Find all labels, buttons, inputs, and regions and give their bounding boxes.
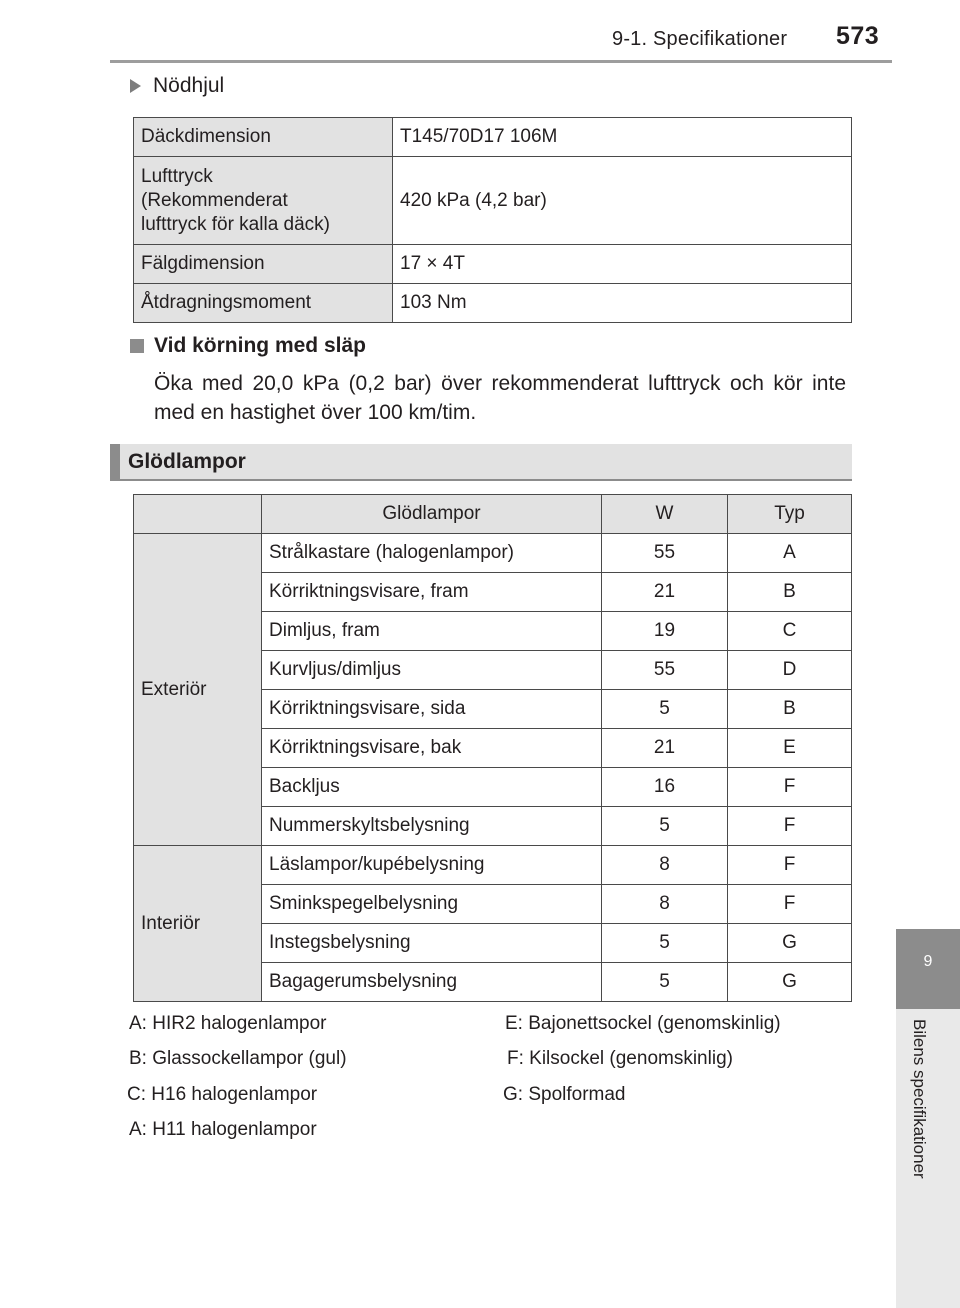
bulb-watt: 55 xyxy=(602,534,728,573)
legend-item: A: H11 halogenlampor xyxy=(129,1119,317,1140)
bulb-type: B xyxy=(728,690,852,729)
legend-item: C: H16 halogenlampor xyxy=(127,1084,318,1105)
towing-heading xyxy=(130,334,366,358)
bulb-watt: 21 xyxy=(602,729,728,768)
spec-label: Lufttryck (Rekommenderat lufttryck för kalla däck) xyxy=(134,157,393,245)
bulb-type: A xyxy=(728,534,852,573)
bulb-watt: 5 xyxy=(602,963,728,1002)
bulb-type: C xyxy=(728,612,852,651)
group-label: Interiör xyxy=(134,846,262,1002)
chapter-tab[interactable] xyxy=(896,929,960,1009)
column-header: W xyxy=(602,495,728,534)
legend-item: G: Spolformad xyxy=(503,1084,626,1105)
bulb-type: F xyxy=(728,807,852,846)
triangle-bullet-icon xyxy=(130,79,141,93)
bulb-watt: 5 xyxy=(602,690,728,729)
legend-item: A: HIR2 halogenlampor xyxy=(129,1013,327,1034)
spec-label: Åtdragningsmoment xyxy=(134,284,393,323)
column-header xyxy=(134,495,262,534)
bulb-name: Nummerskyltsbelysning xyxy=(262,807,602,846)
bulb-name: Strålkastare (halogenlampor) xyxy=(262,534,602,573)
table-row xyxy=(134,846,852,885)
bulb-name: Läslampor/kupébelysning xyxy=(262,846,602,885)
bulb-type: F xyxy=(728,768,852,807)
square-bullet-icon xyxy=(130,339,144,353)
section-title: 9-1. Specifikationer xyxy=(612,28,788,50)
spare-wheel-table xyxy=(133,117,852,323)
towing-title: Vid körning med släp xyxy=(154,334,366,357)
bulb-watt: 21 xyxy=(602,573,728,612)
spec-value: 420 kPa (4,2 bar) xyxy=(393,157,852,245)
group-label: Exteriör xyxy=(134,534,262,846)
table-row xyxy=(134,245,852,284)
table-row xyxy=(134,284,852,323)
bulb-name: Bagagerumsbelysning xyxy=(262,963,602,1002)
legend-item: F: Kilsockel (genomskinlig) xyxy=(507,1048,733,1069)
bulb-type: B xyxy=(728,573,852,612)
spec-value: 103 Nm xyxy=(393,284,852,323)
bulbs-table xyxy=(133,494,852,1002)
section-banner xyxy=(110,444,852,481)
bulb-watt: 5 xyxy=(602,807,728,846)
spec-value: 17 × 4T xyxy=(393,245,852,284)
legend-item: E: Bajonettsockel (genomskinlig) xyxy=(505,1013,781,1034)
bulb-watt: 5 xyxy=(602,924,728,963)
bulb-name: Instegsbelysning xyxy=(262,924,602,963)
bulb-type: D xyxy=(728,651,852,690)
bulb-type: G xyxy=(728,924,852,963)
bulb-watt: 8 xyxy=(602,846,728,885)
spec-value: T145/70D17 106M xyxy=(393,118,852,157)
towing-paragraph: Öka med 20,0 kPa (0,2 bar) över rekommenderat lufttryck och kör inte med en hastighet över 100 km/tim. xyxy=(154,372,846,424)
bulb-watt: 8 xyxy=(602,885,728,924)
bulb-name: Dimljus, fram xyxy=(262,612,602,651)
spare-wheel-title: Nödhjul xyxy=(153,74,225,97)
bulb-name: Körriktningsvisare, bak xyxy=(262,729,602,768)
table-row xyxy=(134,118,852,157)
table-header-row xyxy=(134,495,852,534)
bulb-name: Körriktningsvisare, fram xyxy=(262,573,602,612)
bulb-watt: 16 xyxy=(602,768,728,807)
bulb-type: E xyxy=(728,729,852,768)
spare-wheel-heading xyxy=(130,74,224,98)
column-header: Typ xyxy=(728,495,852,534)
table-row xyxy=(134,157,852,245)
table-row xyxy=(134,534,852,573)
bulb-type: F xyxy=(728,846,852,885)
spec-label: Fälgdimension xyxy=(134,245,393,284)
bulb-type: G xyxy=(728,963,852,1002)
bulb-name: Sminkspegelbelysning xyxy=(262,885,602,924)
bulb-type: F xyxy=(728,885,852,924)
bulb-name: Backljus xyxy=(262,768,602,807)
bulb-watt: 55 xyxy=(602,651,728,690)
bulb-watt: 19 xyxy=(602,612,728,651)
header-rule xyxy=(110,60,892,63)
banner-title: Glödlampor xyxy=(128,450,246,473)
bulb-name: Kurvljus/dimljus xyxy=(262,651,602,690)
chapter-number: 9 xyxy=(923,953,933,970)
page-number: 573 xyxy=(836,22,880,50)
legend-item: B: Glassockellampor (gul) xyxy=(129,1048,347,1069)
spec-label: Däckdimension xyxy=(134,118,393,157)
column-header: Glödlampor xyxy=(262,495,602,534)
bulb-name: Körriktningsvisare, sida xyxy=(262,690,602,729)
chapter-label: Bilens specifikationer xyxy=(910,1019,929,1179)
